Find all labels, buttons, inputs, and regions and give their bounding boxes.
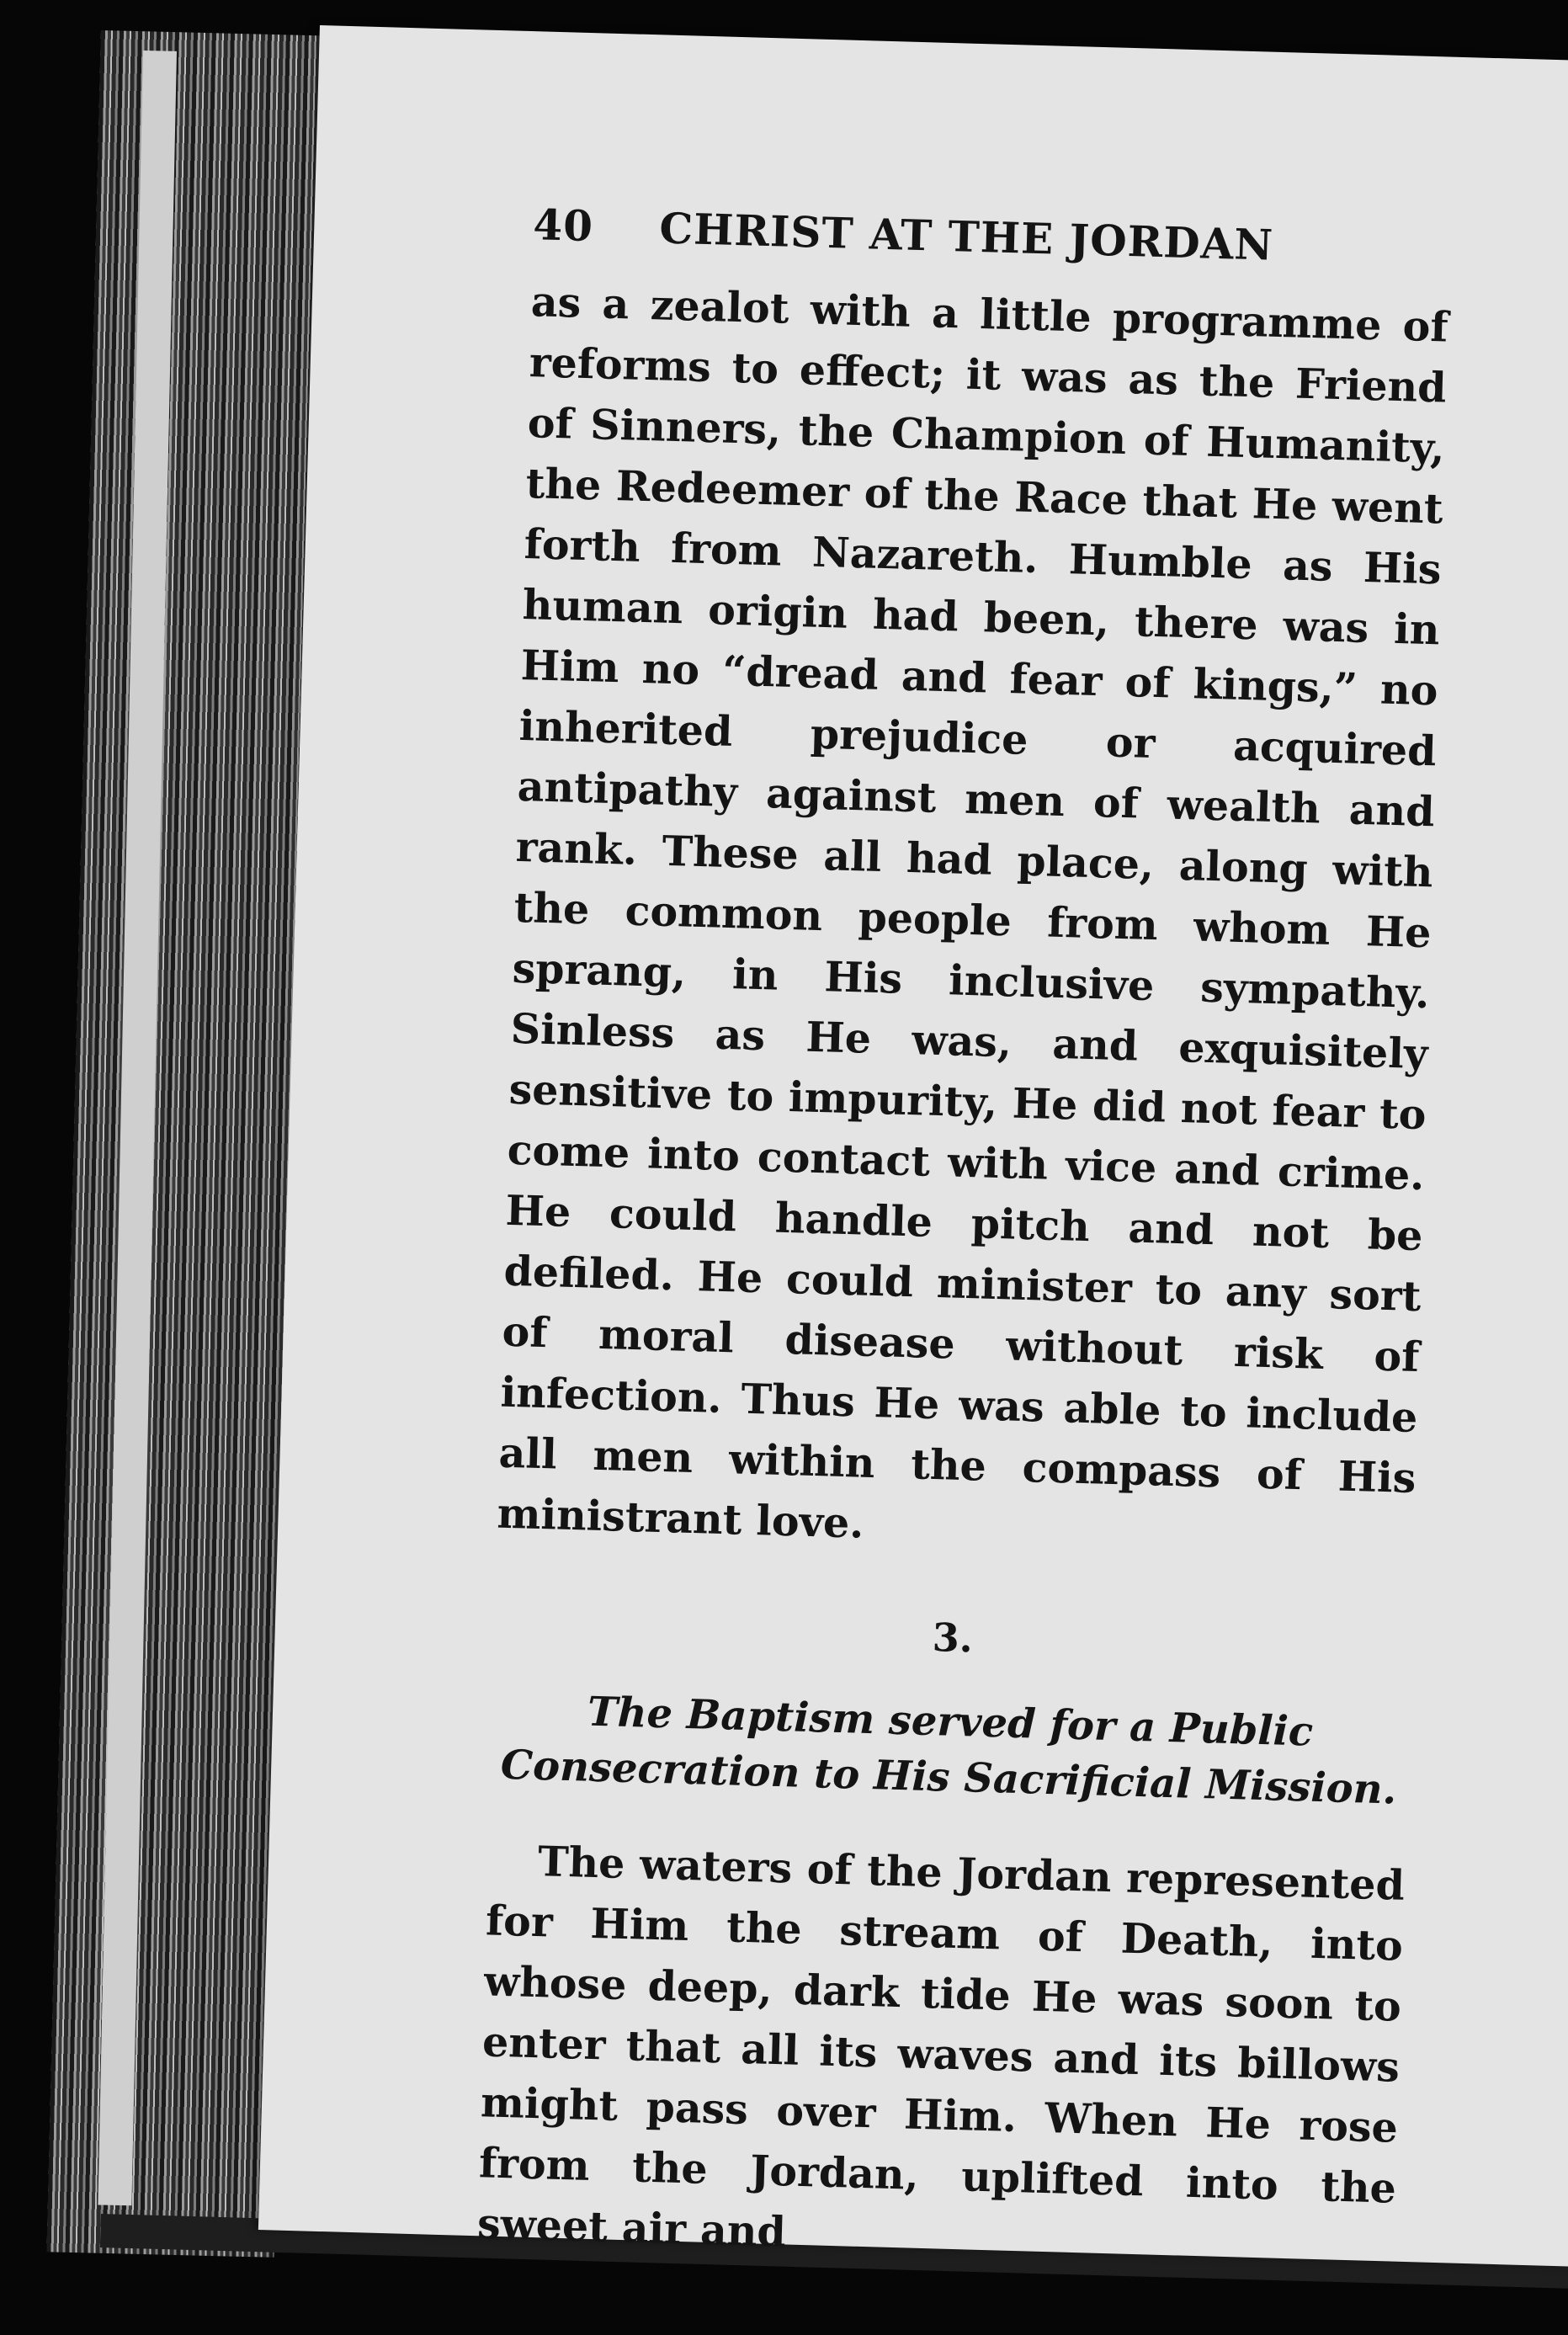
page-content: [476, 199, 1451, 2279]
section-heading: The Baptism served for a Public Consecration to His Sacrificial Mission.: [500, 1688, 1398, 1814]
page-header: [533, 199, 1451, 274]
body-paragraph-1: as a zealot with a little programme of reforms to effect; it was as the Friend of Sinners, the Champion of Humanity, the Redeemer of the Race that He went forth from Nazareth. Humble as His human origin had been, there was in Him no “dread and fear of kings,” no inherited prejudice or acquired antipathy against men of wealth and rank. These all had place, along with the common people from whom He sprang, in His inclusive sympathy. Sinless as He was, and exquisitely sensitive to impurity, He did not fear to come into contact with vice and crime. He could handle pitch and not be defiled. He could minister to any sort of moral disease without risk of infection. Thus He was able to include all men within the compass of His ministrant love.: [496, 277, 1449, 1548]
section-number: 3.: [932, 1614, 974, 1662]
body-paragraph-2: The waters of the Jordan represented for Him the stream of Death, into whose deep, dark tide He was soon to enter that all its waves and its billows might pass over Him. When He rose from the Jordan, uplifted into the sweet air and: [476, 1837, 1406, 2257]
page-number: 40: [532, 199, 594, 252]
book-page: [258, 25, 1568, 2267]
running-head: CHRIST AT THE JORDAN: [658, 203, 1274, 270]
